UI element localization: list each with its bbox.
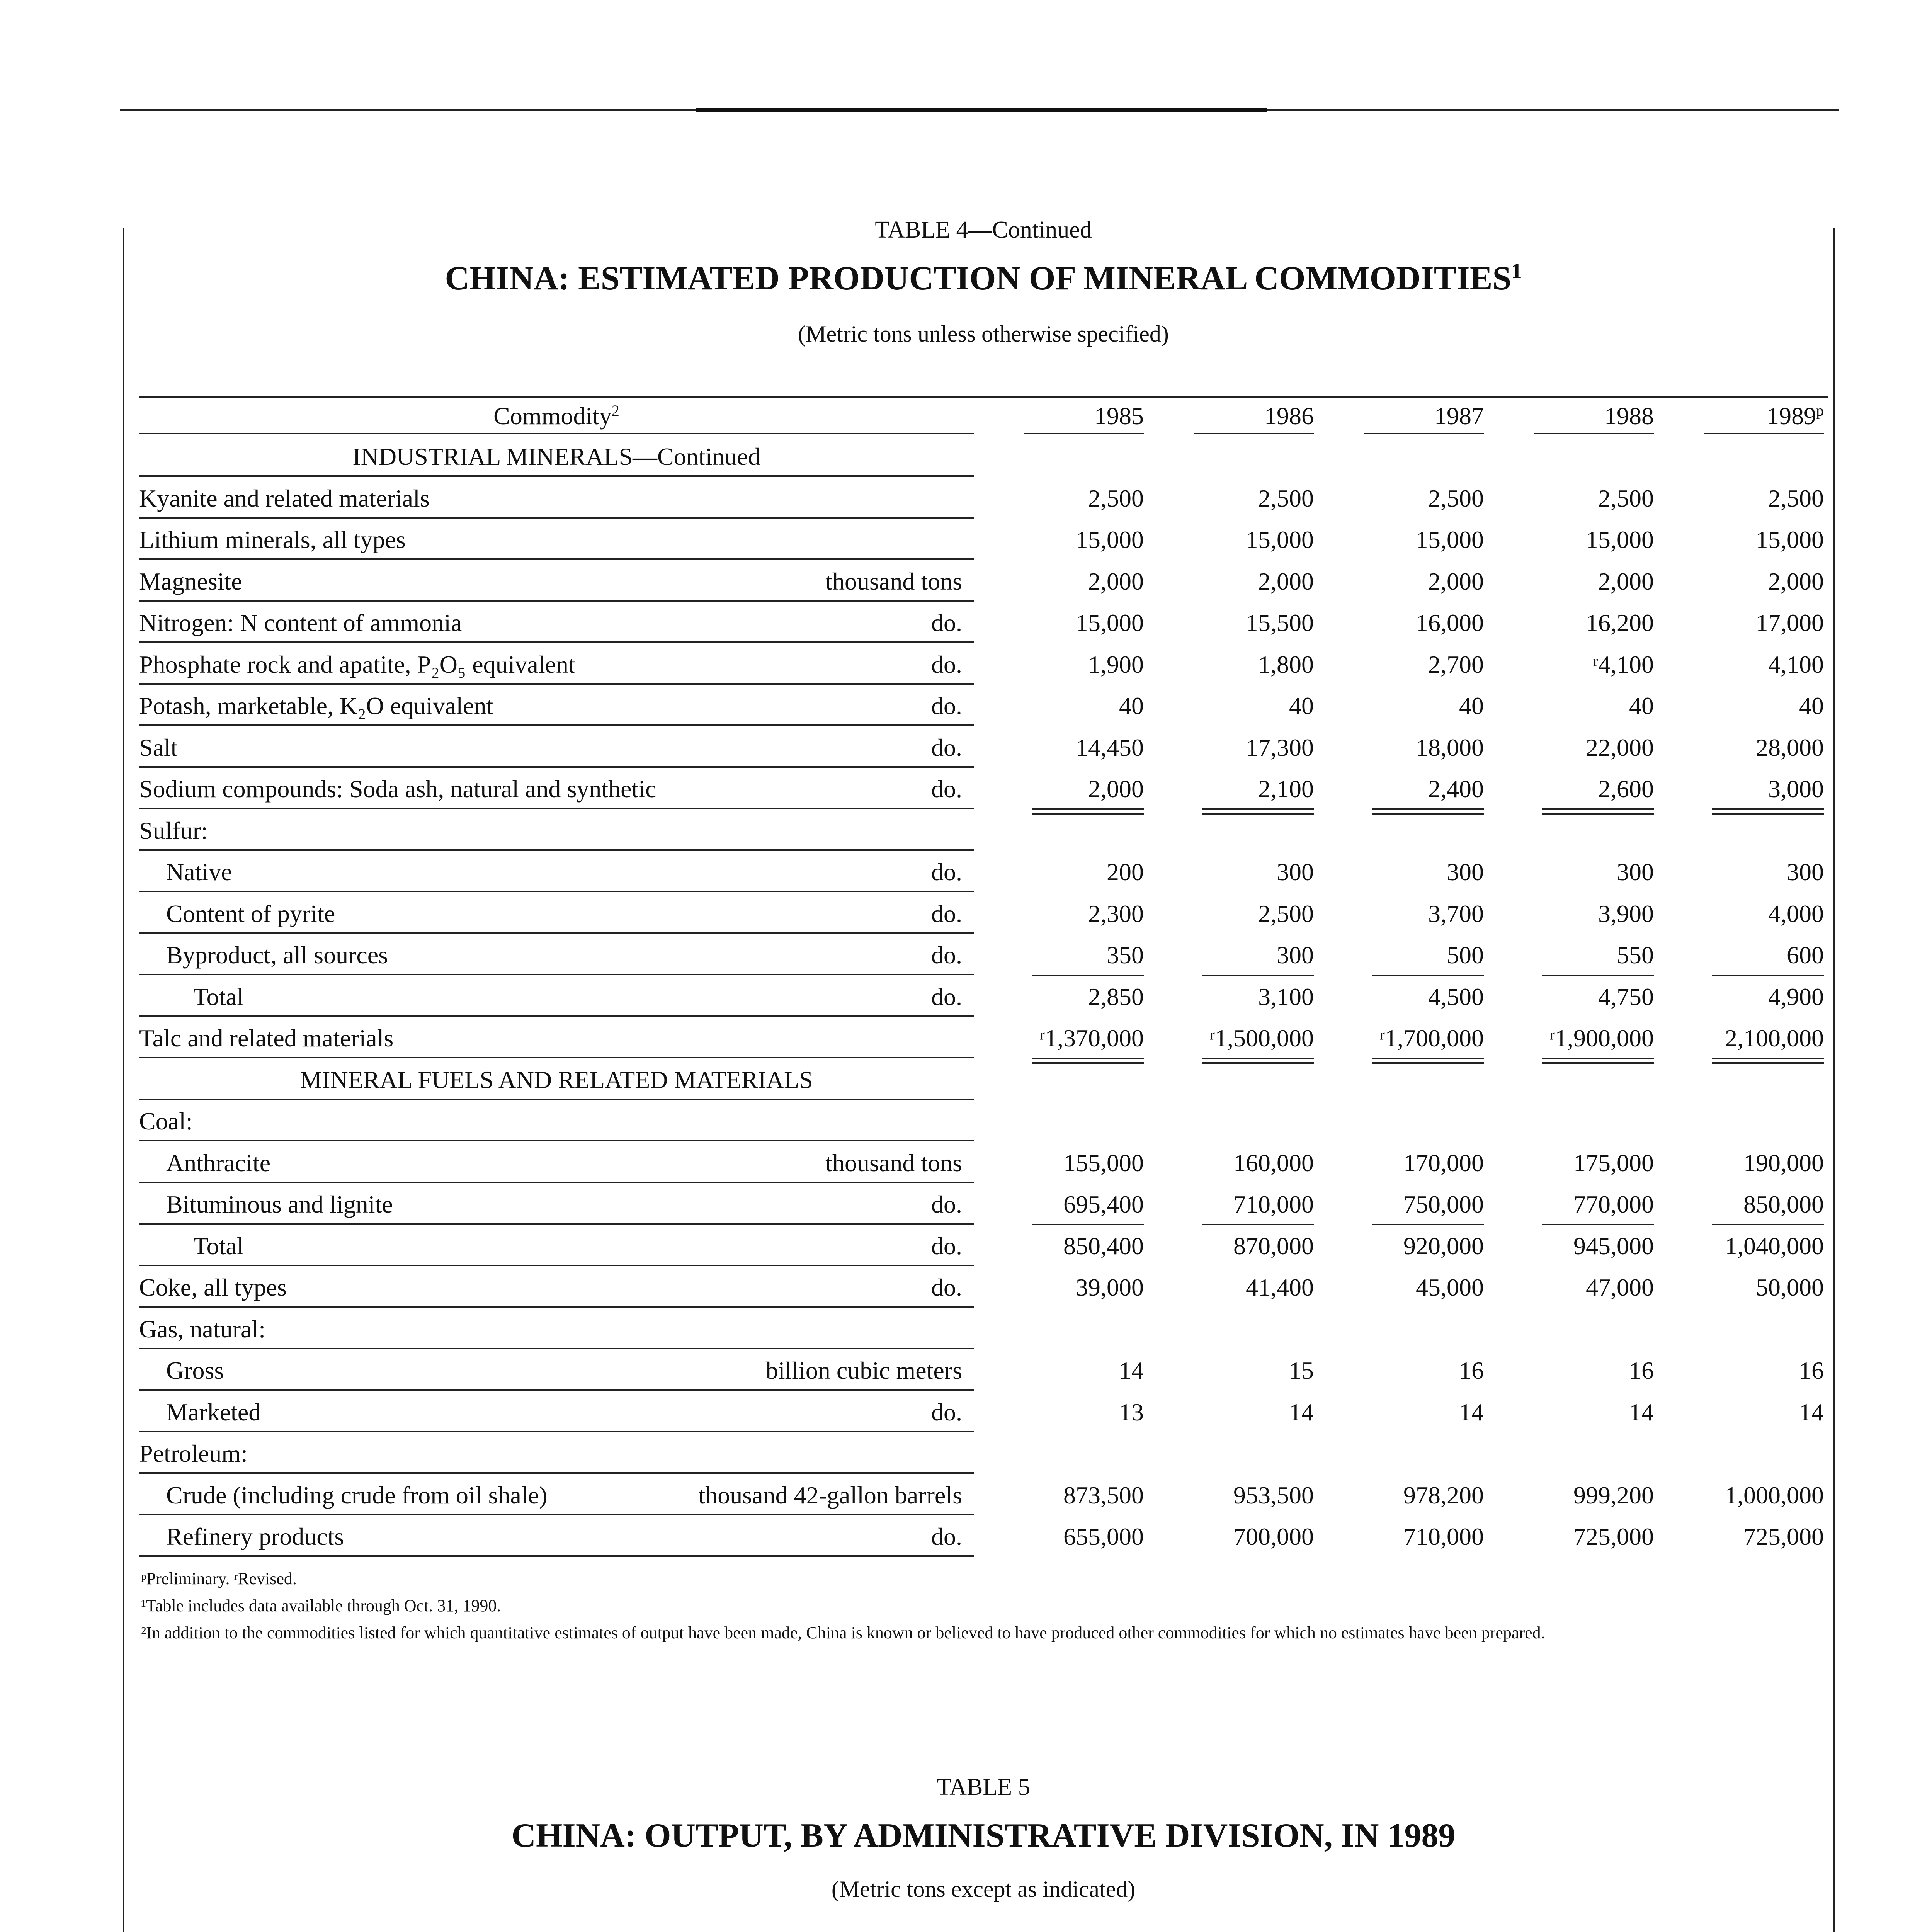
row-rule [139,724,974,726]
unit-label: do. [931,941,962,969]
commodity-label: Gas, natural: [139,1315,265,1343]
value-cell: 300 [1617,858,1654,886]
value-cell: 45,000 [1416,1274,1484,1301]
subtotal-rule [1372,975,1484,976]
subtotal-rule [1712,975,1824,976]
value-cell: 2,000 [1428,567,1484,595]
value-cell: 13 [1119,1398,1144,1426]
value-cell: 920,000 [1403,1232,1484,1260]
value-cell: 999,200 [1573,1481,1654,1509]
commodity-label: Kyanite and related materials [139,484,430,512]
header-rule-accent [696,108,1267,112]
commodity-label: Marketed [166,1398,261,1426]
value-cell: 2,500 [1428,484,1484,512]
total-double-rule [1202,1058,1314,1064]
value-cell: 14 [1119,1357,1144,1384]
value-cell: 2,000 [1088,567,1144,595]
total-double-rule [1712,1058,1824,1064]
unit-label: do. [931,1190,962,1218]
value-cell: 2,500 [1088,484,1144,512]
table4-footnote-2: ¹Table includes data available through Oct. 31, 1990. [141,1596,501,1615]
subtotal-rule [1542,975,1654,976]
value-cell: 2,000 [1088,775,1144,803]
value-cell: 4,500 [1428,983,1484,1010]
unit-label: do. [931,733,962,761]
value-cell: ʳ1,370,000 [1039,1024,1144,1052]
row-rule [139,1389,974,1391]
commodity-label: Byproduct, all sources [166,941,388,969]
year-label: 1988 [1604,402,1654,430]
value-cell: 2,850 [1088,983,1144,1010]
value-cell: 17,300 [1246,733,1314,761]
value-cell: 200 [1107,858,1144,886]
row-rule [139,849,974,851]
row-rule [139,1514,974,1515]
value-cell: 725,000 [1573,1523,1654,1550]
row-rule [139,683,974,685]
value-cell: 16 [1799,1357,1824,1384]
commodity-label: Coal: [139,1107,193,1135]
value-cell: 170,000 [1403,1149,1484,1177]
commodity-label: Total [193,983,244,1010]
value-cell: 2,300 [1088,900,1144,927]
value-cell: 15,000 [1076,609,1144,636]
value-cell: 300 [1277,941,1314,969]
commodity-label: Total [193,1232,244,1260]
value-cell: 14 [1629,1398,1654,1426]
value-cell: 4,900 [1768,983,1824,1010]
commodity-label: Bituminous and lignite [166,1190,393,1218]
value-cell: ʳ4,100 [1593,650,1654,678]
unit-label: thousand tons [825,1149,962,1177]
unit-label: thousand tons [825,567,962,595]
unit-label: do. [931,900,962,927]
table4 [139,396,1828,1559]
table5-caption: TABLE 5 [937,1774,1030,1800]
table4-footnote-3: ²In addition to the commodities listed for which quantitative estimates of output have been made, China is known or believed to have produced other commodities for which no estimates have been prepared. [141,1623,1545,1642]
value-cell: 2,100 [1258,775,1314,803]
value-cell: 40 [1629,692,1654,719]
value-cell: 40 [1119,692,1144,719]
row-rule [139,1348,974,1349]
commodity-label: Crude (including crude from oil shale) [166,1481,548,1509]
value-cell: 3,900 [1598,900,1654,927]
value-cell: 15,000 [1246,526,1314,553]
value-cell: 16,000 [1416,609,1484,636]
value-cell: 50,000 [1756,1274,1824,1301]
value-cell: 3,000 [1768,775,1824,803]
value-cell: 750,000 [1403,1190,1484,1218]
value-cell: 18,000 [1416,733,1484,761]
commodity-label: Petroleum: [139,1440,248,1467]
total-double-rule [1542,1058,1654,1064]
commodity-header-footnote: 2 [611,402,619,420]
value-cell: 15,000 [1756,526,1824,553]
commodity-label: Salt [139,733,178,761]
value-cell: 1,800 [1258,650,1314,678]
value-cell: 850,000 [1743,1190,1824,1218]
value-cell: 3,100 [1258,983,1314,1010]
subtotal-rule [1202,975,1314,976]
commodity-column-header [139,404,974,429]
row-rule [139,1223,974,1225]
unit-label: do. [931,1523,962,1550]
total-double-rule [1372,1058,1484,1064]
value-cell: 40 [1459,692,1484,719]
value-cell: 873,500 [1063,1481,1144,1509]
value-cell: 40 [1799,692,1824,719]
year-label: 1987 [1434,402,1484,430]
value-cell: 300 [1447,858,1484,886]
value-cell: 2,000 [1768,567,1824,595]
value-cell: ʳ1,900,000 [1549,1024,1654,1052]
row-rule [139,1140,974,1141]
value-cell: 14 [1289,1398,1314,1426]
row-rule [139,1057,974,1058]
unit-label: do. [931,1232,962,1260]
subtotal-rule [1372,1224,1484,1225]
header-rule [1534,433,1654,434]
unit-label: do. [931,983,962,1010]
table4-subtitle: (Metric tons unless otherwise specified) [798,321,1169,347]
commodity-label: Talc and related materials [139,1024,394,1052]
header-rule [1704,433,1824,434]
row-rule [139,1306,974,1308]
value-cell: 160,000 [1233,1149,1314,1177]
table4-top-rule [139,396,1828,398]
value-cell: 850,400 [1063,1232,1144,1260]
total-double-rule [1542,808,1654,815]
row-rule [139,766,974,768]
row-rule [139,1431,974,1432]
subtotal-rule [1032,975,1144,976]
right-margin-rule [1833,228,1835,1932]
header-rule [139,433,974,434]
unit-label: do. [931,692,962,719]
commodity-label: Lithium minerals, all types [139,526,406,553]
value-cell: 14 [1459,1398,1484,1426]
row-rule [139,1099,974,1100]
subtotal-rule [1712,1224,1824,1225]
value-cell: 695,400 [1063,1190,1144,1218]
value-cell: 155,000 [1063,1149,1144,1177]
value-cell: 4,100 [1768,650,1824,678]
year-header [1696,404,1824,429]
commodity-label: Content of pyrite [166,900,335,927]
value-cell: 22,000 [1586,733,1654,761]
unit-label: thousand 42-gallon barrels [698,1481,962,1509]
table4-title: CHINA: ESTIMATED PRODUCTION OF MINERAL COMMODITIES$^1$ [445,259,1522,297]
unit-label: do. [931,858,962,886]
unit-label: do. [931,609,962,636]
section-heading: INDUSTRIAL MINERALS—Continued [352,443,760,470]
value-cell: 16 [1459,1357,1484,1384]
total-double-rule [1712,808,1824,815]
year-header [1356,404,1484,429]
value-cell: 15,500 [1246,609,1314,636]
row-rule [139,891,974,892]
commodity-label: Coke, all types [139,1274,287,1301]
value-cell: 725,000 [1743,1523,1824,1550]
row-rule [139,1555,974,1557]
value-cell: 15,000 [1076,526,1144,553]
year-header [1526,404,1654,429]
value-cell: 190,000 [1743,1149,1824,1177]
value-cell: 2,500 [1768,484,1824,512]
value-cell: 978,200 [1403,1481,1484,1509]
value-cell: 47,000 [1586,1274,1654,1301]
row-rule [139,600,974,602]
section-heading: MINERAL FUELS AND RELATED MATERIALS [300,1066,813,1094]
left-margin-rule [123,228,124,1932]
value-cell: 175,000 [1573,1149,1654,1177]
value-cell: 2,100,000 [1725,1024,1824,1052]
commodity-label: Gross [166,1357,224,1384]
header-rule [1024,433,1144,434]
subtotal-rule [1542,1224,1654,1225]
unit-label: billion cubic meters [765,1357,962,1384]
commodity-label: Magnesite [139,567,242,595]
value-cell: 2,000 [1598,567,1654,595]
table4-footnote-1: ᵖPreliminary. ʳRevised. [141,1569,297,1588]
row-rule [139,974,974,975]
value-cell: 2,400 [1428,775,1484,803]
row-rule [139,517,974,519]
row-rule [139,932,974,934]
table4-caption: TABLE 4—Continued [875,217,1092,243]
value-cell: 2,500 [1258,484,1314,512]
value-cell: 710,000 [1233,1190,1314,1218]
row-rule [139,1472,974,1474]
row-rule [139,558,974,560]
value-cell: 655,000 [1063,1523,1144,1550]
value-cell: 14 [1799,1398,1824,1426]
commodity-label: Nitrogen: N content of ammonia [139,609,462,636]
header-rule [1194,433,1314,434]
subtotal-rule [1032,1224,1144,1225]
value-cell: 39,000 [1076,1274,1144,1301]
unit-label: do. [931,775,962,803]
value-cell: 1,000,000 [1725,1481,1824,1509]
value-cell: 28,000 [1756,733,1824,761]
preliminary-mark: p [1816,402,1824,420]
value-cell: 2,700 [1428,650,1484,678]
commodity-header-text: Commodity [493,402,612,430]
value-cell: ʳ1,500,000 [1209,1024,1314,1052]
commodity-label: Native [166,858,232,886]
row-rule [139,1182,974,1183]
value-cell: 710,000 [1403,1523,1484,1550]
year-header [1016,404,1144,429]
value-cell: 2,500 [1258,900,1314,927]
value-cell: 1,040,000 [1725,1232,1824,1260]
unit-label: do. [931,650,962,678]
year-label: 1985 [1094,402,1144,430]
value-cell: 17,000 [1756,609,1824,636]
value-cell: 3,700 [1428,900,1484,927]
commodity-label: Potash, marketable, K₂O equivalent [139,692,493,719]
value-cell: 41,400 [1246,1274,1314,1301]
value-cell: 40 [1289,692,1314,719]
year-label: 1986 [1264,402,1314,430]
value-cell: 600 [1787,941,1824,969]
value-cell: 4,750 [1598,983,1654,1010]
commodity-label: Sulfur: [139,816,208,844]
value-cell: 550 [1617,941,1654,969]
row-rule [139,641,974,643]
total-double-rule [1372,808,1484,815]
value-cell: 2,000 [1258,567,1314,595]
value-cell: 770,000 [1573,1190,1654,1218]
commodity-label: Sodium compounds: Soda ash, natural and synthetic [139,775,656,803]
value-cell: 15,000 [1586,526,1654,553]
value-cell: 300 [1787,858,1824,886]
total-double-rule [1032,808,1144,815]
value-cell: 2,600 [1598,775,1654,803]
row-rule [139,808,974,809]
table5-subtitle: (Metric tons except as indicated) [831,1876,1136,1902]
value-cell: 15 [1289,1357,1314,1384]
value-cell: 870,000 [1233,1232,1314,1260]
row-rule [139,1015,974,1017]
value-cell: 350 [1107,941,1144,969]
value-cell: 4,000 [1768,900,1824,927]
total-double-rule [1032,1058,1144,1064]
year-label: 1989 [1767,402,1816,430]
row-rule [139,475,974,477]
value-cell: 300 [1277,858,1314,886]
table4-title-footnote: 1 [1511,259,1522,282]
commodity-label: Phosphate rock and apatite, P₂O₅ equivalent [139,650,575,678]
unit-label: do. [931,1398,962,1426]
value-cell: 14,450 [1076,733,1144,761]
header-rule [1364,433,1484,434]
value-cell: 945,000 [1573,1232,1654,1260]
total-double-rule [1202,808,1314,815]
year-header [1186,404,1314,429]
value-cell: 700,000 [1233,1523,1314,1550]
table5-title: CHINA: OUTPUT, BY ADMINISTRATIVE DIVISION, IN 1989 [511,1817,1456,1854]
commodity-label: Anthracite [166,1149,271,1177]
value-cell: 15,000 [1416,526,1484,553]
row-rule [139,1265,974,1266]
commodity-label: Refinery products [166,1523,344,1550]
value-cell: 953,500 [1233,1481,1314,1509]
value-cell: 16 [1629,1357,1654,1384]
value-cell: 1,900 [1088,650,1144,678]
value-cell: ʳ1,700,000 [1379,1024,1484,1052]
value-cell: 2,500 [1598,484,1654,512]
value-cell: 500 [1447,941,1484,969]
unit-label: do. [931,1274,962,1301]
subtotal-rule [1202,1224,1314,1225]
value-cell: 16,200 [1586,609,1654,636]
